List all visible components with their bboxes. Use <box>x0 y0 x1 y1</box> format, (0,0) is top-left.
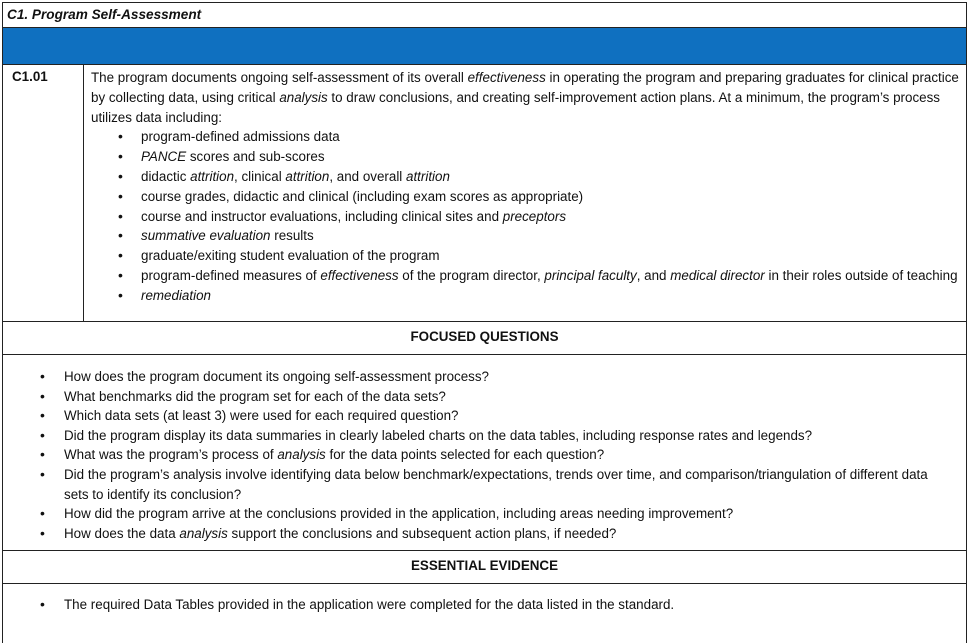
list-item: • How does the data analysis support the conclusions and subsequent action plans, if needed? <box>3 524 966 544</box>
header-band <box>3 28 966 65</box>
list-item: • What benchmarks did the program set for each of the data sets? <box>3 387 966 407</box>
list-item: • How does the program document its ongoing self-assessment process? <box>3 367 966 387</box>
list-item <box>91 286 959 306</box>
assessment-table <box>2 2 967 643</box>
italic-term: analysis <box>279 89 328 105</box>
focused-questions-list <box>3 367 966 543</box>
standard-text-cell <box>91 68 959 306</box>
italic-term: medical director <box>670 267 765 283</box>
italic-term: effectiveness <box>320 267 399 283</box>
list-item: • course grades, didactic and clinical (including exam scores as appropriate) <box>91 187 959 207</box>
list-item: • What was the program’s process of analysis for the data points selected for each question? <box>3 445 966 465</box>
italic-term: analysis <box>277 447 326 463</box>
essential-evidence-header <box>3 550 966 584</box>
list-item: • summative evaluation results <box>91 226 959 246</box>
italic-term: effectiveness <box>467 70 546 85</box>
list-item: • didactic attrition, clinical attrition, and overall attrition <box>91 167 959 187</box>
standard-code-cell <box>3 65 84 321</box>
list-item: • program-defined measures of effectiveness of the program director, principal faculty, and medical director in their roles outside of teaching <box>91 266 959 286</box>
list-item: • Did the program display its data summaries in clearly labeled charts on the data tables, including response rates and legends? <box>3 426 966 446</box>
standard-code: C1.01 <box>12 69 48 84</box>
italic-term: summative evaluation <box>141 228 271 244</box>
list-item: • graduate/exiting student evaluation of the program <box>91 246 959 266</box>
list-item: • How did the program arrive at the conclusions provided in the application, including areas needing improvement? <box>3 504 966 524</box>
standard-row <box>3 65 966 322</box>
essential-evidence-title: ESSENTIAL EVIDENCE <box>410 558 559 573</box>
italic-term: attrition <box>406 168 450 184</box>
italic-term: analysis <box>179 525 228 541</box>
italic-term: attrition <box>190 168 235 184</box>
italic-term: attrition <box>285 168 330 184</box>
italic-term: PANCE <box>141 149 187 165</box>
focused-questions-header <box>3 322 966 355</box>
list-item: • PANCE scores and sub-scores <box>91 147 959 167</box>
italic-term: principal faculty <box>544 267 637 283</box>
focused-questions-title: FOCUSED QUESTIONS <box>410 329 559 344</box>
essential-evidence-list <box>3 595 966 615</box>
standard-intro: The program documents ongoing self-assessment of its overall effectiveness in operating the program and preparing graduates for clinical practice by collecting data, using critical analysis to draw conclusions, and creating self-improvement action plans. At a minimum, the program’s process utilizes data including: <box>91 70 959 125</box>
standard-data-list <box>91 127 959 305</box>
list-item: • Did the program’s analysis involve identifying data below benchmark/expectations, trends over time, and comparison/triangulation of different data sets to identify its conclusion? <box>3 465 966 504</box>
section-title: C1. Program Self-Assessment <box>7 7 202 22</box>
list-item: • course and instructor evaluations, including clinical sites and preceptors <box>91 207 959 227</box>
list-item: • The required Data Tables provided in the application were completed for the data listed in the standard. <box>3 595 966 615</box>
list-item: • Which data sets (at least 3) were used for each required question? <box>3 406 966 426</box>
italic-term: preceptors <box>502 208 567 224</box>
italic-term: remediation <box>141 287 211 303</box>
section-title-row <box>3 3 966 28</box>
list-item: • program-defined admissions data <box>91 127 959 147</box>
